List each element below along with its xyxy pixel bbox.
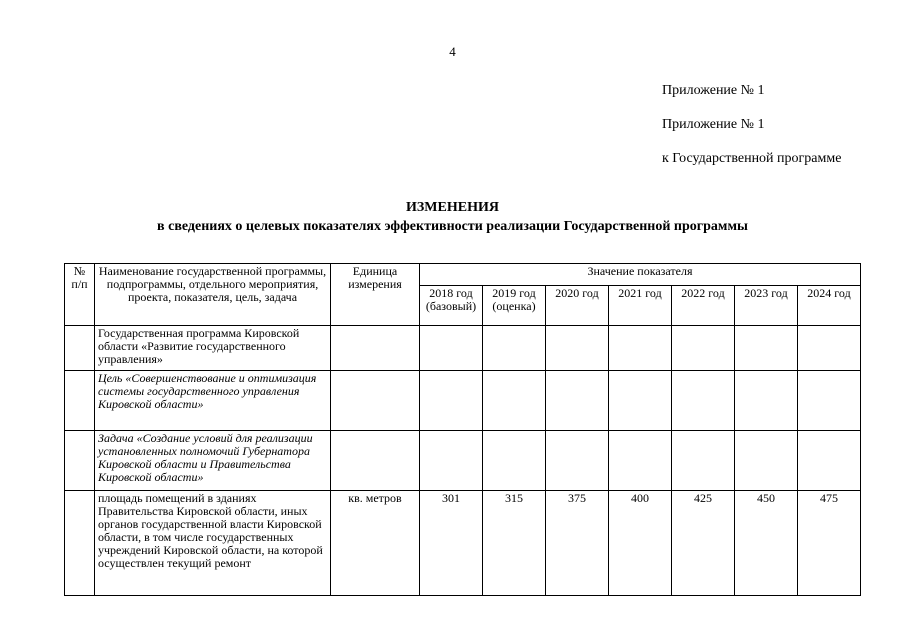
header-name: Наименование государственной программы, подпрограммы, отдельного мероприятия, проекта, показателя, цель, задача <box>95 264 331 326</box>
value-cell: 375 <box>546 491 609 596</box>
value-cell <box>609 371 672 431</box>
value-cell <box>672 431 735 491</box>
indicators-table <box>64 263 861 596</box>
value-cell: 425 <box>672 491 735 596</box>
value-cell <box>672 326 735 371</box>
row-name-cell: Цель «Совершенствование и оптимизация системы государственного управления Кировской области» <box>95 371 331 431</box>
header-year: 2020 год <box>546 286 609 326</box>
value-cell <box>798 431 861 491</box>
header-year: 2018 год (базовый) <box>420 286 483 326</box>
row-unit-cell <box>331 371 420 431</box>
value-cell <box>420 371 483 431</box>
value-cell <box>483 326 546 371</box>
header-year: 2023 год <box>735 286 798 326</box>
header-year: 2024 год <box>798 286 861 326</box>
header-value-group: Значение показателя <box>420 264 861 286</box>
row-unit-cell <box>331 326 420 371</box>
value-cell <box>735 371 798 431</box>
value-cell <box>798 371 861 431</box>
value-cell <box>609 431 672 491</box>
row-num-cell <box>65 491 95 596</box>
value-cell: 301 <box>420 491 483 596</box>
value-cell <box>609 326 672 371</box>
value-cell: 450 <box>735 491 798 596</box>
table-row <box>65 431 861 491</box>
table-row <box>65 491 861 596</box>
row-name-cell: Задача «Создание условий для реализации установленных полномочий Губернатора Кировской области и Правительства Кировской области» <box>95 431 331 491</box>
value-cell <box>735 326 798 371</box>
document-title: ИЗМЕНЕНИЯ <box>406 200 499 215</box>
header-year: 2019 год (оценка) <box>483 286 546 326</box>
value-cell <box>798 326 861 371</box>
annex-line-3: к Государственной программе <box>662 151 842 166</box>
row-num-cell <box>65 371 95 431</box>
header-unit: Единица измерения <box>331 264 420 326</box>
row-num-cell <box>65 431 95 491</box>
row-name-cell: Государственная программа Кировской области «Развитие государственного управления» <box>95 326 331 371</box>
row-unit-cell: кв. метров <box>331 491 420 596</box>
table-row <box>65 326 861 371</box>
row-unit-cell <box>331 431 420 491</box>
annex-line-1: Приложение № 1 <box>662 83 765 98</box>
value-cell <box>420 326 483 371</box>
header-num: № п/п <box>65 264 95 326</box>
value-cell: 475 <box>798 491 861 596</box>
header-year: 2021 год <box>609 286 672 326</box>
table-row <box>65 371 861 431</box>
value-cell <box>672 371 735 431</box>
value-cell <box>735 431 798 491</box>
page-number: 4 <box>449 44 456 59</box>
row-name-cell: площадь помещений в зданиях Правительства Кировской области, иных органов государственной власти Кировской области, в том числе государственных учреждений Кировской области, на которой осуществлен текущий ремонт <box>95 491 331 596</box>
value-cell <box>483 431 546 491</box>
value-cell <box>546 371 609 431</box>
row-num-cell <box>65 326 95 371</box>
value-cell: 400 <box>609 491 672 596</box>
value-cell <box>420 431 483 491</box>
document-subtitle: в сведениях о целевых показателях эффективности реализации Государственной программы <box>157 219 748 234</box>
header-year: 2022 год <box>672 286 735 326</box>
value-cell <box>483 371 546 431</box>
value-cell <box>546 431 609 491</box>
value-cell <box>546 326 609 371</box>
annex-line-2: Приложение № 1 <box>662 117 765 132</box>
value-cell: 315 <box>483 491 546 596</box>
